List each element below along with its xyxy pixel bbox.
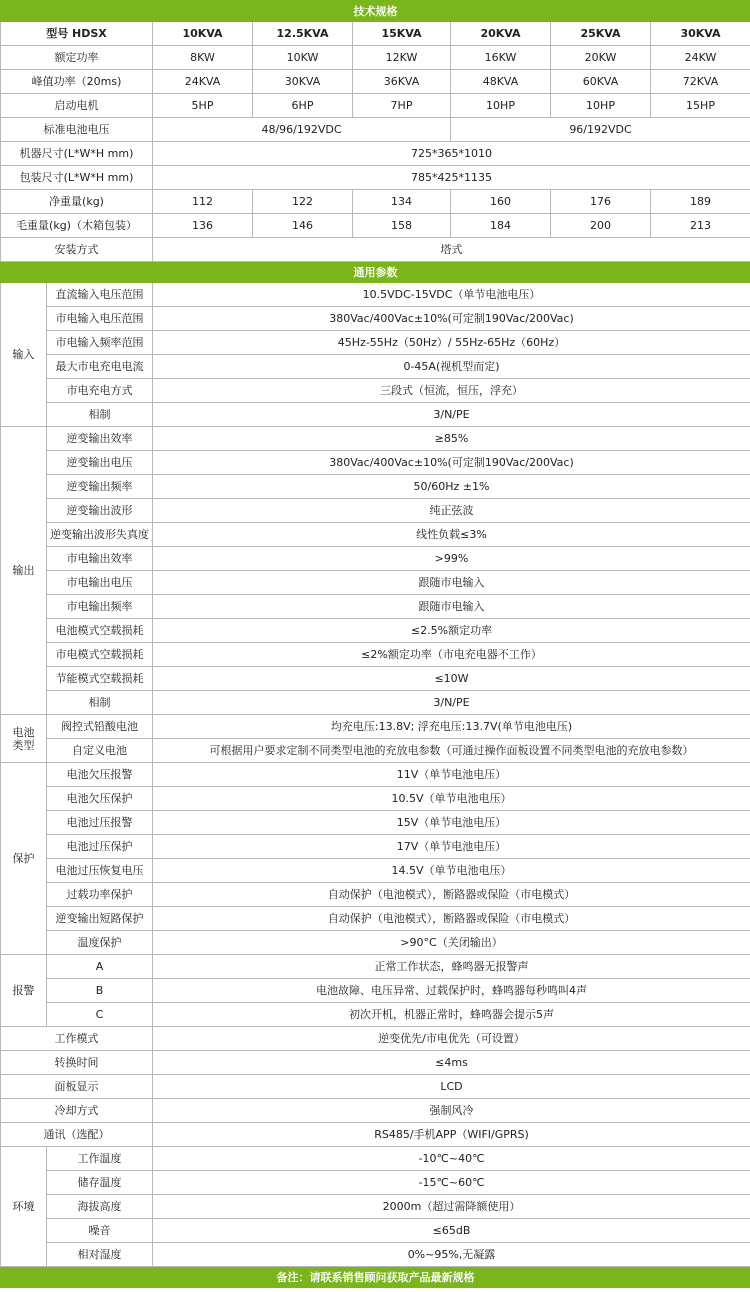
- cell: 7HP: [353, 94, 451, 118]
- param-value: 可根据用户要求定制不同类型电池的充放电参数（可通过操作面板设置不同类型电池的充放电参数）: [153, 739, 750, 763]
- param-value: ≤2.5%额定功率: [153, 619, 750, 643]
- row-label: 安装方式: [1, 238, 153, 262]
- param-value: 15V（单节电池电压）: [153, 811, 750, 835]
- cell: 136: [153, 214, 253, 238]
- param-label: 过载功率保护: [47, 883, 153, 907]
- cell: 6HP: [253, 94, 353, 118]
- param-label: 工作温度: [47, 1147, 153, 1171]
- cell: 176: [551, 190, 651, 214]
- param-value: 0-45A(视机型而定): [153, 355, 750, 379]
- row-label: 标准电池电压: [1, 118, 153, 142]
- spec-section-header: 技术规格: [1, 1, 750, 22]
- row-label: 峰值功率（20ms): [1, 70, 153, 94]
- model-cell: 12.5KVA: [253, 22, 353, 46]
- cell: 122: [253, 190, 353, 214]
- param-label: 相制: [47, 691, 153, 715]
- cell: 134: [353, 190, 451, 214]
- param-label: 电池模式空载损耗: [47, 619, 153, 643]
- param-label: 相制: [47, 403, 153, 427]
- cell: 10HP: [451, 94, 551, 118]
- param-label: 市电输入电压范围: [47, 307, 153, 331]
- param-label: 直流输入电压范围: [47, 283, 153, 307]
- model-cell: 20KVA: [451, 22, 551, 46]
- param-label: 市电输入频率范围: [47, 331, 153, 355]
- param-label: 市电输出电压: [47, 571, 153, 595]
- param-value: ≤2%额定功率（市电充电器不工作）: [153, 643, 750, 667]
- param-value: 50/60Hz ±1%: [153, 475, 750, 499]
- row-label: 机器尺寸(L*W*H mm): [1, 142, 153, 166]
- param-value: 10.5VDC-15VDC（单节电池电压）: [153, 283, 750, 307]
- param-value: 正常工作状态，蜂鸣器无报警声: [153, 955, 750, 979]
- cell: 36KVA: [353, 70, 451, 94]
- param-label: 海拔高度: [47, 1195, 153, 1219]
- param-value: 初次开机，机器正常时，蜂鸣器会提示5声: [153, 1003, 750, 1027]
- param-value: 10.5V（单节电池电压）: [153, 787, 750, 811]
- param-label: 最大市电充电电流: [47, 355, 153, 379]
- param-value: 电池故障、电压异常、过载保护时，蜂鸣器每秒鸣叫4声: [153, 979, 750, 1003]
- row-label: 净重量(kg): [1, 190, 153, 214]
- cell: 785*425*1135: [153, 166, 750, 190]
- cell: 112: [153, 190, 253, 214]
- param-value: 380Vac/400Vac±10%(可定制190Vac/200Vac): [153, 307, 750, 331]
- cell: 10HP: [551, 94, 651, 118]
- cell: 184: [451, 214, 551, 238]
- group-label: 报警: [1, 955, 47, 1027]
- param-value: 380Vac/400Vac±10%(可定制190Vac/200Vac): [153, 451, 750, 475]
- param-label: 阀控式铅酸电池: [47, 715, 153, 739]
- param-label: 逆变输出波形失真度: [47, 523, 153, 547]
- param-label: 逆变输出短路保护: [47, 907, 153, 931]
- param-label: 电池过压保护: [47, 835, 153, 859]
- cell: 72KVA: [651, 70, 750, 94]
- param-label: 电池过压恢复电压: [47, 859, 153, 883]
- param-value: ≤65dB: [153, 1219, 750, 1243]
- cell: 160: [451, 190, 551, 214]
- param-label: 市电输出频率: [47, 595, 153, 619]
- model-cell: 10KVA: [153, 22, 253, 46]
- cell: 213: [651, 214, 750, 238]
- param-value: ≤4ms: [153, 1051, 750, 1075]
- param-label: 电池欠压保护: [47, 787, 153, 811]
- param-label: 逆变输出频率: [47, 475, 153, 499]
- row-label: 包装尺寸(L*W*H mm): [1, 166, 153, 190]
- param-value: >90°C（关闭输出）: [153, 931, 750, 955]
- param-label: 市电充电方式: [47, 379, 153, 403]
- cell: 200: [551, 214, 651, 238]
- param-value: >99%: [153, 547, 750, 571]
- param-value: 自动保护（电池模式），断路器或保险（市电模式）: [153, 907, 750, 931]
- param-label: 面板显示: [1, 1075, 153, 1099]
- row-label: 启动电机: [1, 94, 153, 118]
- param-label: 噪音: [47, 1219, 153, 1243]
- param-label: C: [47, 1003, 153, 1027]
- cell: 12KW: [353, 46, 451, 70]
- param-label: 电池欠压报警: [47, 763, 153, 787]
- param-label: A: [47, 955, 153, 979]
- param-value: 跟随市电输入: [153, 571, 750, 595]
- group-label: 电池 类型: [1, 715, 47, 763]
- param-value: 11V（单节电池电压）: [153, 763, 750, 787]
- model-cell: 25KVA: [551, 22, 651, 46]
- param-value: ≥85%: [153, 427, 750, 451]
- param-value: 三段式（恒流，恒压，浮充）: [153, 379, 750, 403]
- param-value: 纯正弦波: [153, 499, 750, 523]
- cell: 20KW: [551, 46, 651, 70]
- cell: 48KVA: [451, 70, 551, 94]
- param-label: 转换时间: [1, 1051, 153, 1075]
- cell: 96/192VDC: [451, 118, 750, 142]
- param-label: 冷却方式: [1, 1099, 153, 1123]
- param-value: 自动保护（电池模式），断路器或保险（市电模式）: [153, 883, 750, 907]
- param-label: 储存温度: [47, 1171, 153, 1195]
- cell: 60KVA: [551, 70, 651, 94]
- param-value: 3/N/PE: [153, 691, 750, 715]
- model-cell: 15KVA: [353, 22, 451, 46]
- param-value: 17V（单节电池电压）: [153, 835, 750, 859]
- param-value: 强制风冷: [153, 1099, 750, 1123]
- param-label: 节能模式空载损耗: [47, 667, 153, 691]
- row-label: 毛重量(kg)（木箱包装）: [1, 214, 153, 238]
- param-value: -10℃~40℃: [153, 1147, 750, 1171]
- cell: 30KVA: [253, 70, 353, 94]
- general-section-header: 通用参数: [1, 262, 750, 283]
- cell: 24KW: [651, 46, 750, 70]
- param-label: 逆变输出电压: [47, 451, 153, 475]
- cell: 24KVA: [153, 70, 253, 94]
- model-label: 型号 HDSX: [1, 22, 153, 46]
- cell: 5HP: [153, 94, 253, 118]
- param-value: 2000m（超过需降额使用）: [153, 1195, 750, 1219]
- param-value: 14.5V（单节电池电压）: [153, 859, 750, 883]
- group-label: 环境: [1, 1147, 47, 1267]
- cell: 8KW: [153, 46, 253, 70]
- param-label: 相对湿度: [47, 1243, 153, 1267]
- cell: 48/96/192VDC: [153, 118, 451, 142]
- cell: 塔式: [153, 238, 750, 262]
- row-label: 额定功率: [1, 46, 153, 70]
- cell: 16KW: [451, 46, 551, 70]
- group-label: 输入: [1, 283, 47, 427]
- param-value: RS485/手机APP（WIFI/GPRS): [153, 1123, 750, 1147]
- param-label: 市电模式空载损耗: [47, 643, 153, 667]
- cell: 189: [651, 190, 750, 214]
- param-value: LCD: [153, 1075, 750, 1099]
- cell: 15HP: [651, 94, 750, 118]
- param-value: 跟随市电输入: [153, 595, 750, 619]
- param-label: 通讯（选配）: [1, 1123, 153, 1147]
- param-value: 逆变优先/市电优先（可设置）: [153, 1027, 750, 1051]
- param-label: 温度保护: [47, 931, 153, 955]
- param-value: 均充电压:13.8V; 浮充电压:13.7V(单节电池电压): [153, 715, 750, 739]
- param-label: 工作模式: [1, 1027, 153, 1051]
- param-value: 45Hz-55Hz（50Hz）/ 55Hz-65Hz（60Hz）: [153, 331, 750, 355]
- param-label: 自定义电池: [47, 739, 153, 763]
- param-value: -15℃~60℃: [153, 1171, 750, 1195]
- param-label: 市电输出效率: [47, 547, 153, 571]
- param-label: 逆变输出效率: [47, 427, 153, 451]
- param-value: 线性负载≤3%: [153, 523, 750, 547]
- cell: 158: [353, 214, 451, 238]
- group-label: 输出: [1, 427, 47, 715]
- param-label: 电池过压报警: [47, 811, 153, 835]
- cell: 146: [253, 214, 353, 238]
- footer-note: 备注：请联系销售顾问获取产品最新规格: [1, 1267, 750, 1288]
- param-value: 3/N/PE: [153, 403, 750, 427]
- param-value: 0%~95%,无凝露: [153, 1243, 750, 1267]
- param-label: B: [47, 979, 153, 1003]
- group-label: 保护: [1, 763, 47, 955]
- param-label: 逆变输出波形: [47, 499, 153, 523]
- param-value: ≤10W: [153, 667, 750, 691]
- model-cell: 30KVA: [651, 22, 750, 46]
- cell: 725*365*1010: [153, 142, 750, 166]
- cell: 10KW: [253, 46, 353, 70]
